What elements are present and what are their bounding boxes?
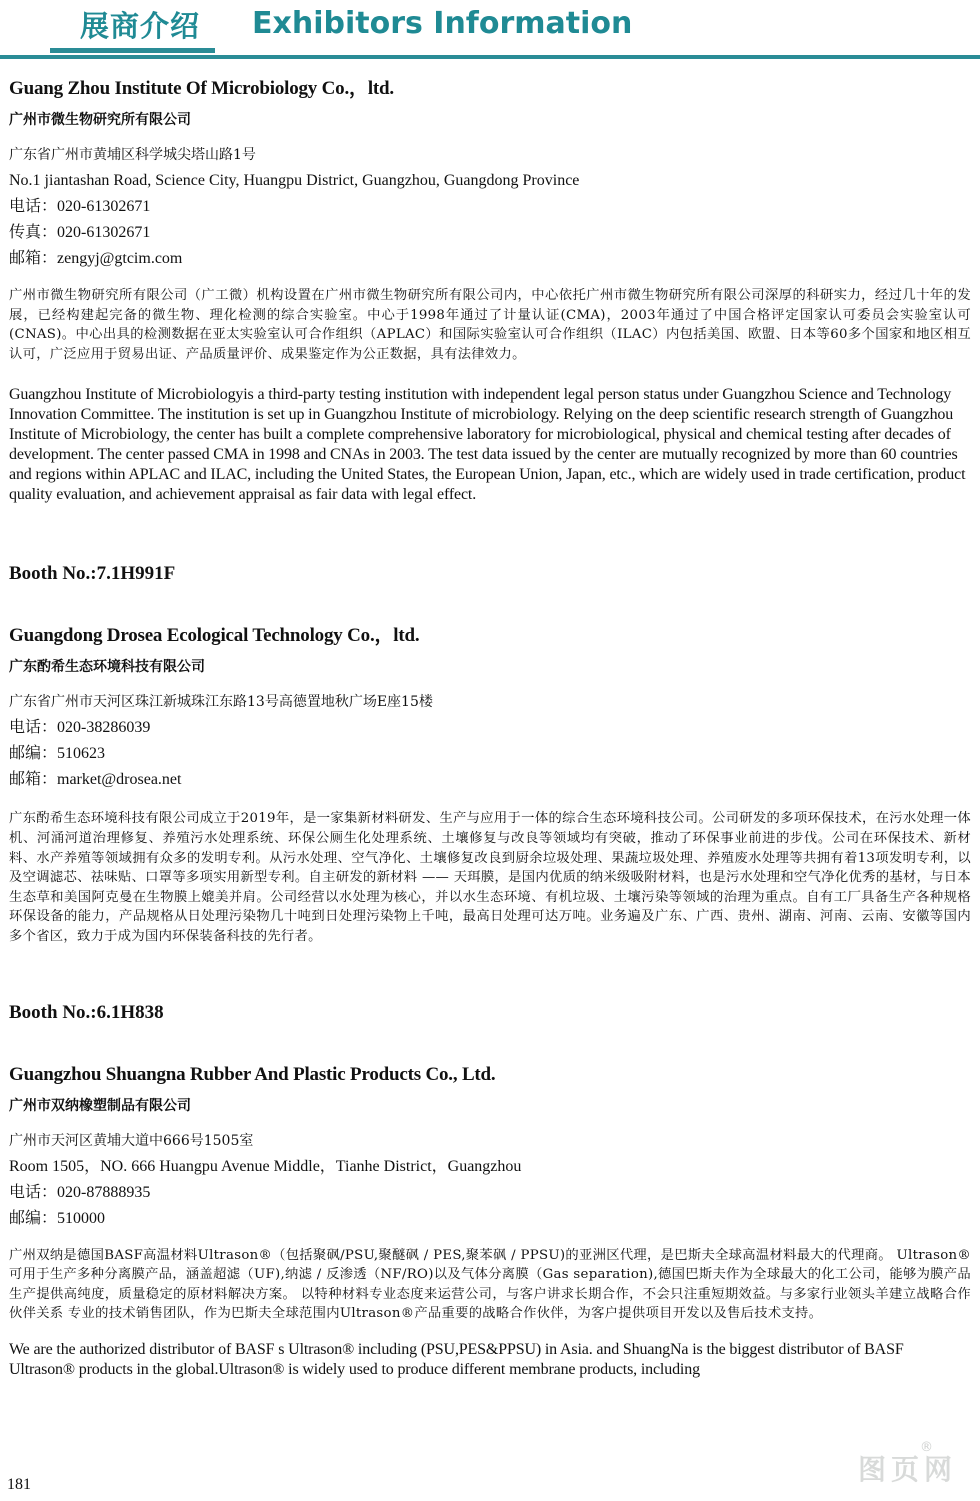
booth-number: Booth No.:6.1H838 [9,1001,164,1023]
address-en: Room 1505，NO. 666 Huangpu Avenue Middle，Tianhe District，Guangzhou [9,1157,522,1175]
company-name-cn: 广州市微生物研究所有限公司 [9,112,191,128]
booth-number: Booth No.:7.1H991F [9,563,176,585]
description-en: We are the authorized distributor of BASF s Ultrason® including (PSU,PES&PPSU) in Asia. and ShuangNa is the biggest distributor of BASF Ultrason® products in the global.Ultrason® is widely used to produce different membrane products, including [9,1340,904,1378]
phone: 电话：020-87888935 [9,1183,151,1201]
company-name-en: Guangdong Drosea Ecological Technology Co.，ltd. [9,625,420,647]
company-name-cn: 广州市双纳橡塑制品有限公司 [9,1097,191,1114]
header-title-en: Exhibitors Information [252,6,633,41]
fax: 传真：020-61302671 [9,224,151,241]
company-name-en: Guang Zhou Institute Of Microbiology Co.，ltd. [9,78,394,99]
page-number: 181 [7,1476,31,1493]
exhibitor-entry [9,76,971,587]
description-cn: 广州市微生物研究所有限公司（广工微）机构设置在广州市微生物研究所有限公司内，中心依托广州市微生物研究所有限公司深厚的科研实力，经过几十年的发展，已经构建起完备的微生物、理化检测的综合实验室。中心于1998年通过了计量认证(CMA)，2003年通过了中国合格评定国家认可委员会实验室认可(CNAS)。中心出具的检测数据在亚太实验室认可合作组织（APLAC）和国际实验室认可合作组织（ILAC）内包括美国、欧盟、日本等60多个国家和地区相互认可，广泛应用于贸易出证、产品质量评价、成果鉴定作为公正数据，具有法律效力。 [9,288,971,362]
company-name-en: Guangzhou Shuangna Rubber And Plastic Products Co., Ltd. [9,1063,496,1085]
postcode: 邮编：510623 [9,745,106,763]
header-accent-bar [50,48,215,53]
header-title-cn: 展商介绍 [80,9,201,43]
phone: 电话：020-38286039 [9,719,151,737]
email: 邮箱：zengyj@gtcim.com [9,250,183,267]
description-cn: 广州双纳是德国BASF高温材料Ultrason®（包括聚砜/PSU,聚醚砜 / PES,聚苯砜 / PPSU)的亚洲区代理，是巴斯夫全球高温材料最大的代理商。 Ultrason®可用于生产多种分离膜产品，涵盖超滤（UF),纳滤 / 反渗透（NF/RO)以及气体分离膜（Gas separation),德国巴斯夫作为全球最大的化工公司，能够为膜产品生产提供高纯度，质量稳定的原材料解决方案。 以特种材料专业态度来运营公司，与客户讲求长期合作，不会只注重短期效益。与多家行业领头羊建立战略合作伙伴关系 专业的技术销售团队，作为巴斯夫全球范围内Ultrason®产品重要的战略合作伙伴，为客户提供项目开发以及售后技术支持。 [9,1247,971,1322]
phone: 电话：020-61302671 [9,198,151,215]
company-name-cn: 广东酌希生态环境科技有限公司 [9,659,205,676]
exhibitor-entry [9,623,971,1025]
address-cn: 广东省广州市天河区珠江新城珠江东路13号高德置地秋广场E座15楼 [9,694,433,711]
address-cn: 广东省广州市黄埔区科学城尖塔山路1号 [9,147,256,163]
description-en: Guangzhou Institute of Microbiologyis a third-party testing institution with independent legal person status under Guangzhou Science and Technology Innovation Committee. The institution is set up in Guangzhou Institute of microbiology. Relying on the deep scientific research strength of Guangzhou Institute of Microbiology, the center has built a complete comprehensive laboratory for microbiological, physical and chemical testing after decades of development. The center passed CMA in 1998 and CNAs in 2003. The test data issued by the center are mutually recognized by more than 60 countries and regions within APLAC and ILAC, including the United States, the European Union, Japan, etc., which are widely used in trade certification, product quality evaluation, and achievement appraisal as fair data with legal effect. [9,386,966,504]
email: 邮箱：market@drosea.net [9,771,182,789]
description-cn: 广东酌希生态环境科技有限公司成立于2019年，是一家集新材料研发、生产与应用于一体的综合生态环境科技公司。公司研发的多项环保技术，在污水处理一体机、河涌河道治理修复、养殖污水处理系统、环保公厕生化处理系统、土壤修复与改良等领域均有突破，推动了环保事业前进的步伐。公司在环保技术、新材料、水产养殖等领域拥有众多的发明专利。从污水处理、空气净化、土壤修复改良到厨余垃圾处理、果蔬垃圾处理、养殖废水处理等共拥有着13项发明专利，以及空调滤芯、祛味贴、口罩等多项实用新型专利。自主研发的新材料 —— 天珥膜，是国内优质的纳米级吸附材料，也是污水处理和空气净化优秀的基材，与日本生态草和美国阿克曼在生物膜上媲美并肩。公司经营以水处理为核心，并以水生态环境、有机垃圾、土壤污染等领域的治理为重点。自有工厂具备生产各种规格环保设备的能力，产品规格从日处理污染物几十吨到日处理污染物上千吨，最高日处理可达万吨。业务遍及广东、广西、贵州、湖南、河南、云南、安徽等国内多个省区，致力于成为国内环保装备科技的先行者。 [9,811,971,944]
exhibitor-entry [9,1062,971,1380]
page-header [0,0,980,62]
header-rule [0,55,980,59]
watermark: 图页网 [858,1453,958,1486]
address-cn: 广州市天河区黄埔大道中666号1505室 [9,1132,254,1149]
address-en: No.1 jiantashan Road, Science City, Huangpu District, Guangzhou, Guangdong Province [9,172,580,189]
exhibitor-list [9,76,971,1380]
postcode: 邮编：510000 [9,1209,106,1227]
watermark-registered-mark: ® [920,1440,933,1455]
